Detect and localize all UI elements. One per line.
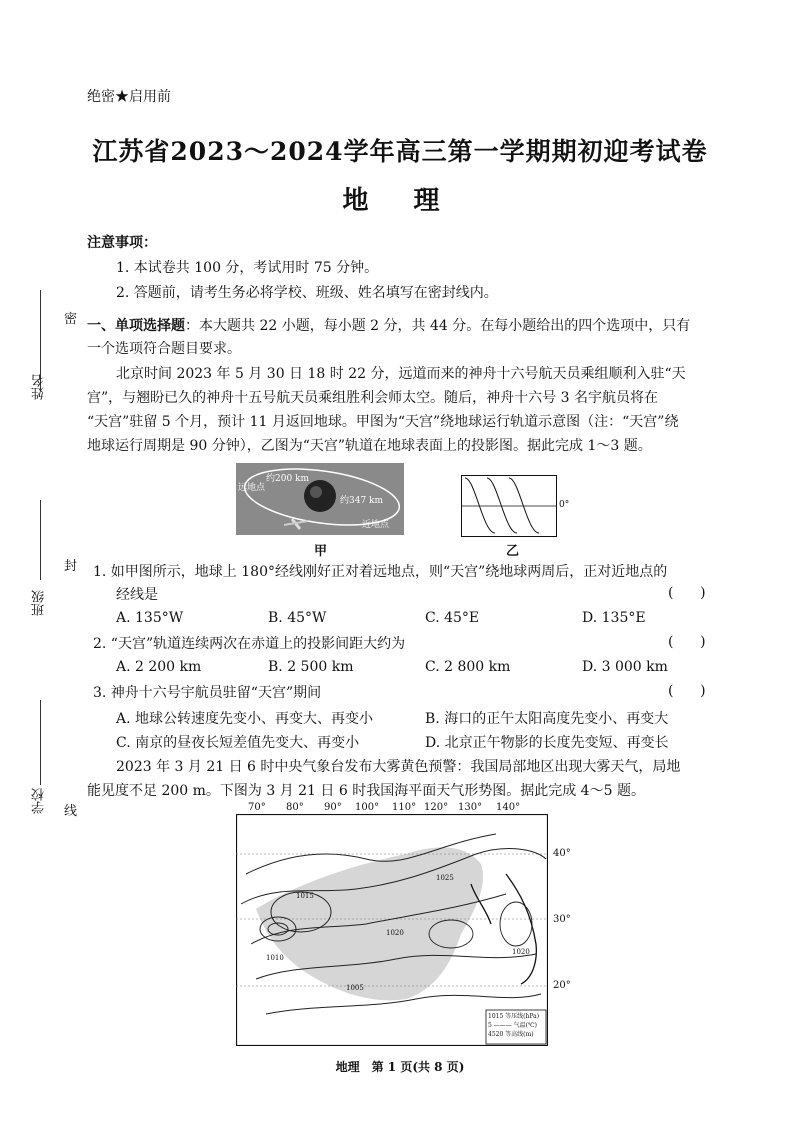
- seal-char-mi: 密: [64, 312, 78, 327]
- seal-char-xian: 线: [64, 804, 78, 819]
- section-desc-line2: 一个选项符合题目要求。: [87, 341, 241, 357]
- option[interactable]: A. 地球公转速度先变小、再变大、再变小: [116, 711, 374, 727]
- map-legend: [488, 1012, 539, 1039]
- latitude-label: 20°: [553, 980, 571, 991]
- question-stem: 1. 如甲图所示，地球上 180°经线刚好正对着远地点，则“天宫”绕地球两周后，正对近地点的: [93, 564, 668, 580]
- section-title: 一、单项选择题: [87, 318, 185, 334]
- legend-item: 4520 等高线(m): [488, 1031, 534, 1038]
- latitude-label: 30°: [553, 914, 571, 925]
- projection-figure: [461, 475, 570, 537]
- option[interactable]: B. 2 500 km: [268, 659, 354, 675]
- option[interactable]: C. 45°E: [425, 610, 480, 626]
- projection-diagram: [461, 475, 557, 537]
- longitude-label: 120°: [424, 802, 449, 813]
- longitude-label: 140°: [496, 802, 521, 813]
- page-footer: 地理 第 1 页(共 8 页): [335, 1060, 465, 1074]
- notice-heading: 注意事项：: [87, 235, 157, 251]
- class-label: 班级: [32, 590, 47, 616]
- answer-bracket[interactable]: ( ): [668, 634, 706, 650]
- notice-item: 1. 本试卷共 100 分，考试用时 75 分钟。: [116, 260, 379, 276]
- isobar-label: 1005: [346, 984, 364, 992]
- binding-line: [40, 500, 41, 580]
- option[interactable]: D. 135°E: [582, 610, 646, 626]
- distance-label: 约347 km: [340, 496, 384, 506]
- legend-item: 1015 等压线(hPa): [488, 1013, 540, 1020]
- legend-item: 5 ——— 气温(℃): [488, 1022, 538, 1029]
- option[interactable]: C. 2 800 km: [425, 659, 511, 675]
- passage-line: 2023 年 3 月 21 日 6 时中央气象台发布大雾黄色预警：我国局部地区出现大雾天气，局地: [116, 759, 681, 775]
- longitude-label: 100°: [355, 802, 380, 813]
- equator-label: 0°: [559, 500, 570, 510]
- seal-char-feng: 封: [64, 559, 78, 574]
- passage-line: 北京时间 2023 年 5 月 30 日 18 时 22 分，远道而来的神舟十六号航天员乘组顺利入驻“天: [116, 366, 686, 382]
- option[interactable]: D. 3 000 km: [582, 659, 668, 675]
- name-label: 姓名: [32, 374, 47, 400]
- distance-label: 约200 km: [266, 474, 310, 484]
- latitude-label: 40°: [553, 848, 571, 859]
- option[interactable]: D. 北京正午物影的长度先变短、再变长: [425, 735, 669, 751]
- passage-line: 宫”，与翘盼已久的神舟十五号航天员乘组胜利会师太空。随后，神舟十六号 3 名宇航员将在: [87, 390, 658, 406]
- isobar-label: 1025: [436, 874, 454, 882]
- notice-item: 2. 答题前，请考生务必将学校、班级、姓名填写在密封线内。: [116, 285, 498, 301]
- isobar-label: 1020: [512, 948, 530, 956]
- longitude-label: 90°: [324, 802, 342, 813]
- longitude-label: 70°: [248, 802, 266, 813]
- section-desc: ：本大题共 22 小题，每小题 2 分，共 44 分。在每小题给出的四个选项中，只有: [185, 318, 691, 334]
- longitude-label: 80°: [286, 802, 304, 813]
- binding-line: [40, 700, 41, 785]
- question-stem: 经线是: [116, 587, 158, 603]
- section-header: [87, 316, 690, 336]
- passage-line: 地球运行周期是 90 分钟），乙图为“天宫”轨道在地球表面上的投影图。据此完成 1～3 题。: [87, 438, 652, 454]
- option[interactable]: A. 2 200 km: [116, 659, 202, 675]
- option[interactable]: B. 45°W: [268, 610, 327, 626]
- orbit-figure: [236, 463, 404, 535]
- longitude-label: 110°: [392, 802, 417, 813]
- question-stem: 2. “天宫”轨道连续两次在赤道上的投影间距大约为: [93, 636, 406, 652]
- option[interactable]: C. 南京的昼夜长短差值先变大、再变小: [116, 735, 360, 751]
- exam-title: 江苏省2023～2024学年高三第一学期期初迎考试卷: [92, 137, 708, 166]
- confidential-mark: 绝密★启用前: [87, 89, 171, 105]
- option[interactable]: B. 海口的正午太阳高度先变小、再变大: [425, 711, 669, 727]
- answer-bracket[interactable]: ( ): [668, 585, 706, 601]
- figure-caption-yi: 乙: [506, 544, 520, 559]
- isobar-label: 1020: [386, 929, 404, 937]
- subject-title: 地 理: [342, 186, 458, 216]
- figure-caption-jia: 甲: [314, 544, 328, 559]
- passage-line: 能见度不足 200 m。下图为 3 月 21 日 6 时我国海平面天气形势图。据此完成 4～5 题。: [87, 783, 645, 799]
- answer-bracket[interactable]: ( ): [668, 683, 706, 699]
- option[interactable]: A. 135°W: [116, 610, 184, 626]
- question-stem: 3. 神舟十六号宇航员驻留“天宫”期间: [93, 685, 322, 701]
- isobar-label: 1010: [266, 954, 284, 962]
- longitude-label: 130°: [458, 802, 483, 813]
- passage-line: “天宫”驻留 5 个月，预计 11 月返回地球。甲图为“天宫”绕地球运行轨道示意图（注：“天宫”绕: [87, 414, 679, 430]
- school-label: 学校: [32, 788, 47, 814]
- isobar-label: 1015: [296, 892, 314, 900]
- far-point-label: 远地点: [238, 483, 266, 493]
- weather-map: [236, 814, 548, 1046]
- near-point-label: 近地点: [362, 520, 390, 530]
